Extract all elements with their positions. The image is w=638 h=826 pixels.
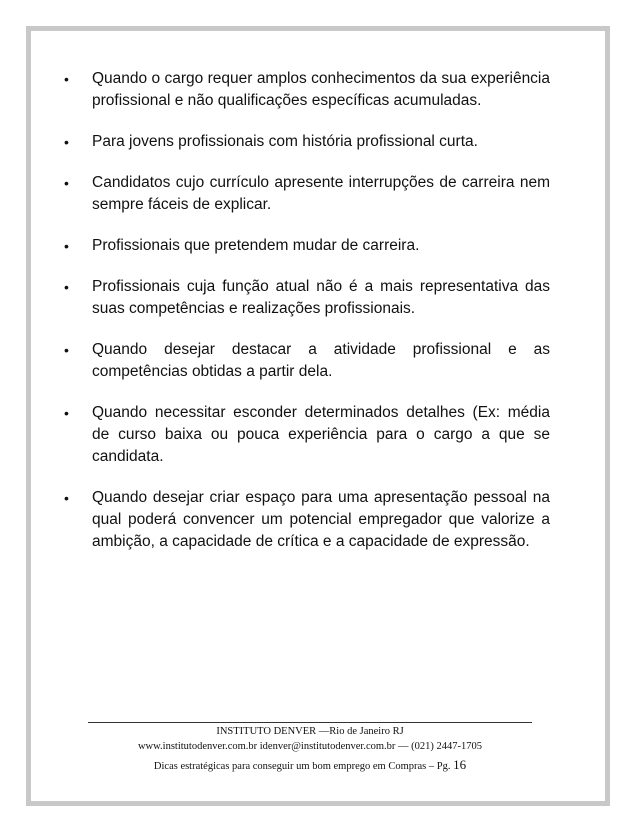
footer-institute: INSTITUTO DENVER —Rio de Janeiro RJ xyxy=(216,726,404,737)
list-item xyxy=(62,68,550,112)
bullet-icon: • xyxy=(64,342,69,358)
footer-divider xyxy=(88,722,532,723)
bullet-icon: • xyxy=(64,71,69,87)
bullet-icon: • xyxy=(64,490,69,506)
list-item-text: Quando desejar destacar a atividade profissional e as competências obtidas a partir dela. xyxy=(92,341,550,380)
page-number: 16 xyxy=(453,757,467,772)
bullet-icon: • xyxy=(64,175,69,191)
list-item xyxy=(62,172,550,216)
list-item xyxy=(62,131,550,153)
list-item xyxy=(62,339,550,383)
footer-tagline: Dicas estratégicas para conseguir um bom emprego em Compras – Pg. xyxy=(153,761,451,772)
list-item xyxy=(62,402,550,468)
list-item xyxy=(62,235,550,257)
document-body xyxy=(62,68,550,572)
list-item-text: Quando necessitar esconder determinados detalhes (Ex: média de curso baixa ou pouca experiência para o cargo a que se candidata. xyxy=(92,404,550,465)
list-item-text: Para jovens profissionais com história profissional curta. xyxy=(92,133,478,150)
list-item-text: Profissionais cuja função atual não é a mais representativa das suas competências e realizações profissionais. xyxy=(92,278,550,317)
bullet-icon: • xyxy=(64,279,69,295)
bullet-icon: • xyxy=(64,134,69,150)
list-item-text: Profissionais que pretendem mudar de carreira. xyxy=(92,237,420,254)
bullet-icon: • xyxy=(64,405,69,421)
list-item xyxy=(62,276,550,320)
bullet-list xyxy=(62,68,550,553)
list-item-text: Candidatos cujo currículo apresente interrupções de carreira nem sempre fáceis de explicar. xyxy=(92,174,550,213)
list-item-text: Quando o cargo requer amplos conhecimentos da sua experiência profissional e não qualificações específicas acumuladas. xyxy=(92,70,550,109)
bullet-icon: • xyxy=(64,238,69,254)
footer-tagline-line xyxy=(88,756,532,776)
list-item xyxy=(62,487,550,553)
list-item-text: Quando desejar criar espaço para uma apresentação pessoal na qual poderá convencer um potencial empregador que valorize a ambição, a capacidade de crítica e a capacidade de expressão. xyxy=(92,489,550,550)
footer-contact: www.institutodenver.com.br idenver@institutodenver.com.br — (021) 2447-1705 xyxy=(137,741,483,752)
page-footer xyxy=(88,722,532,776)
